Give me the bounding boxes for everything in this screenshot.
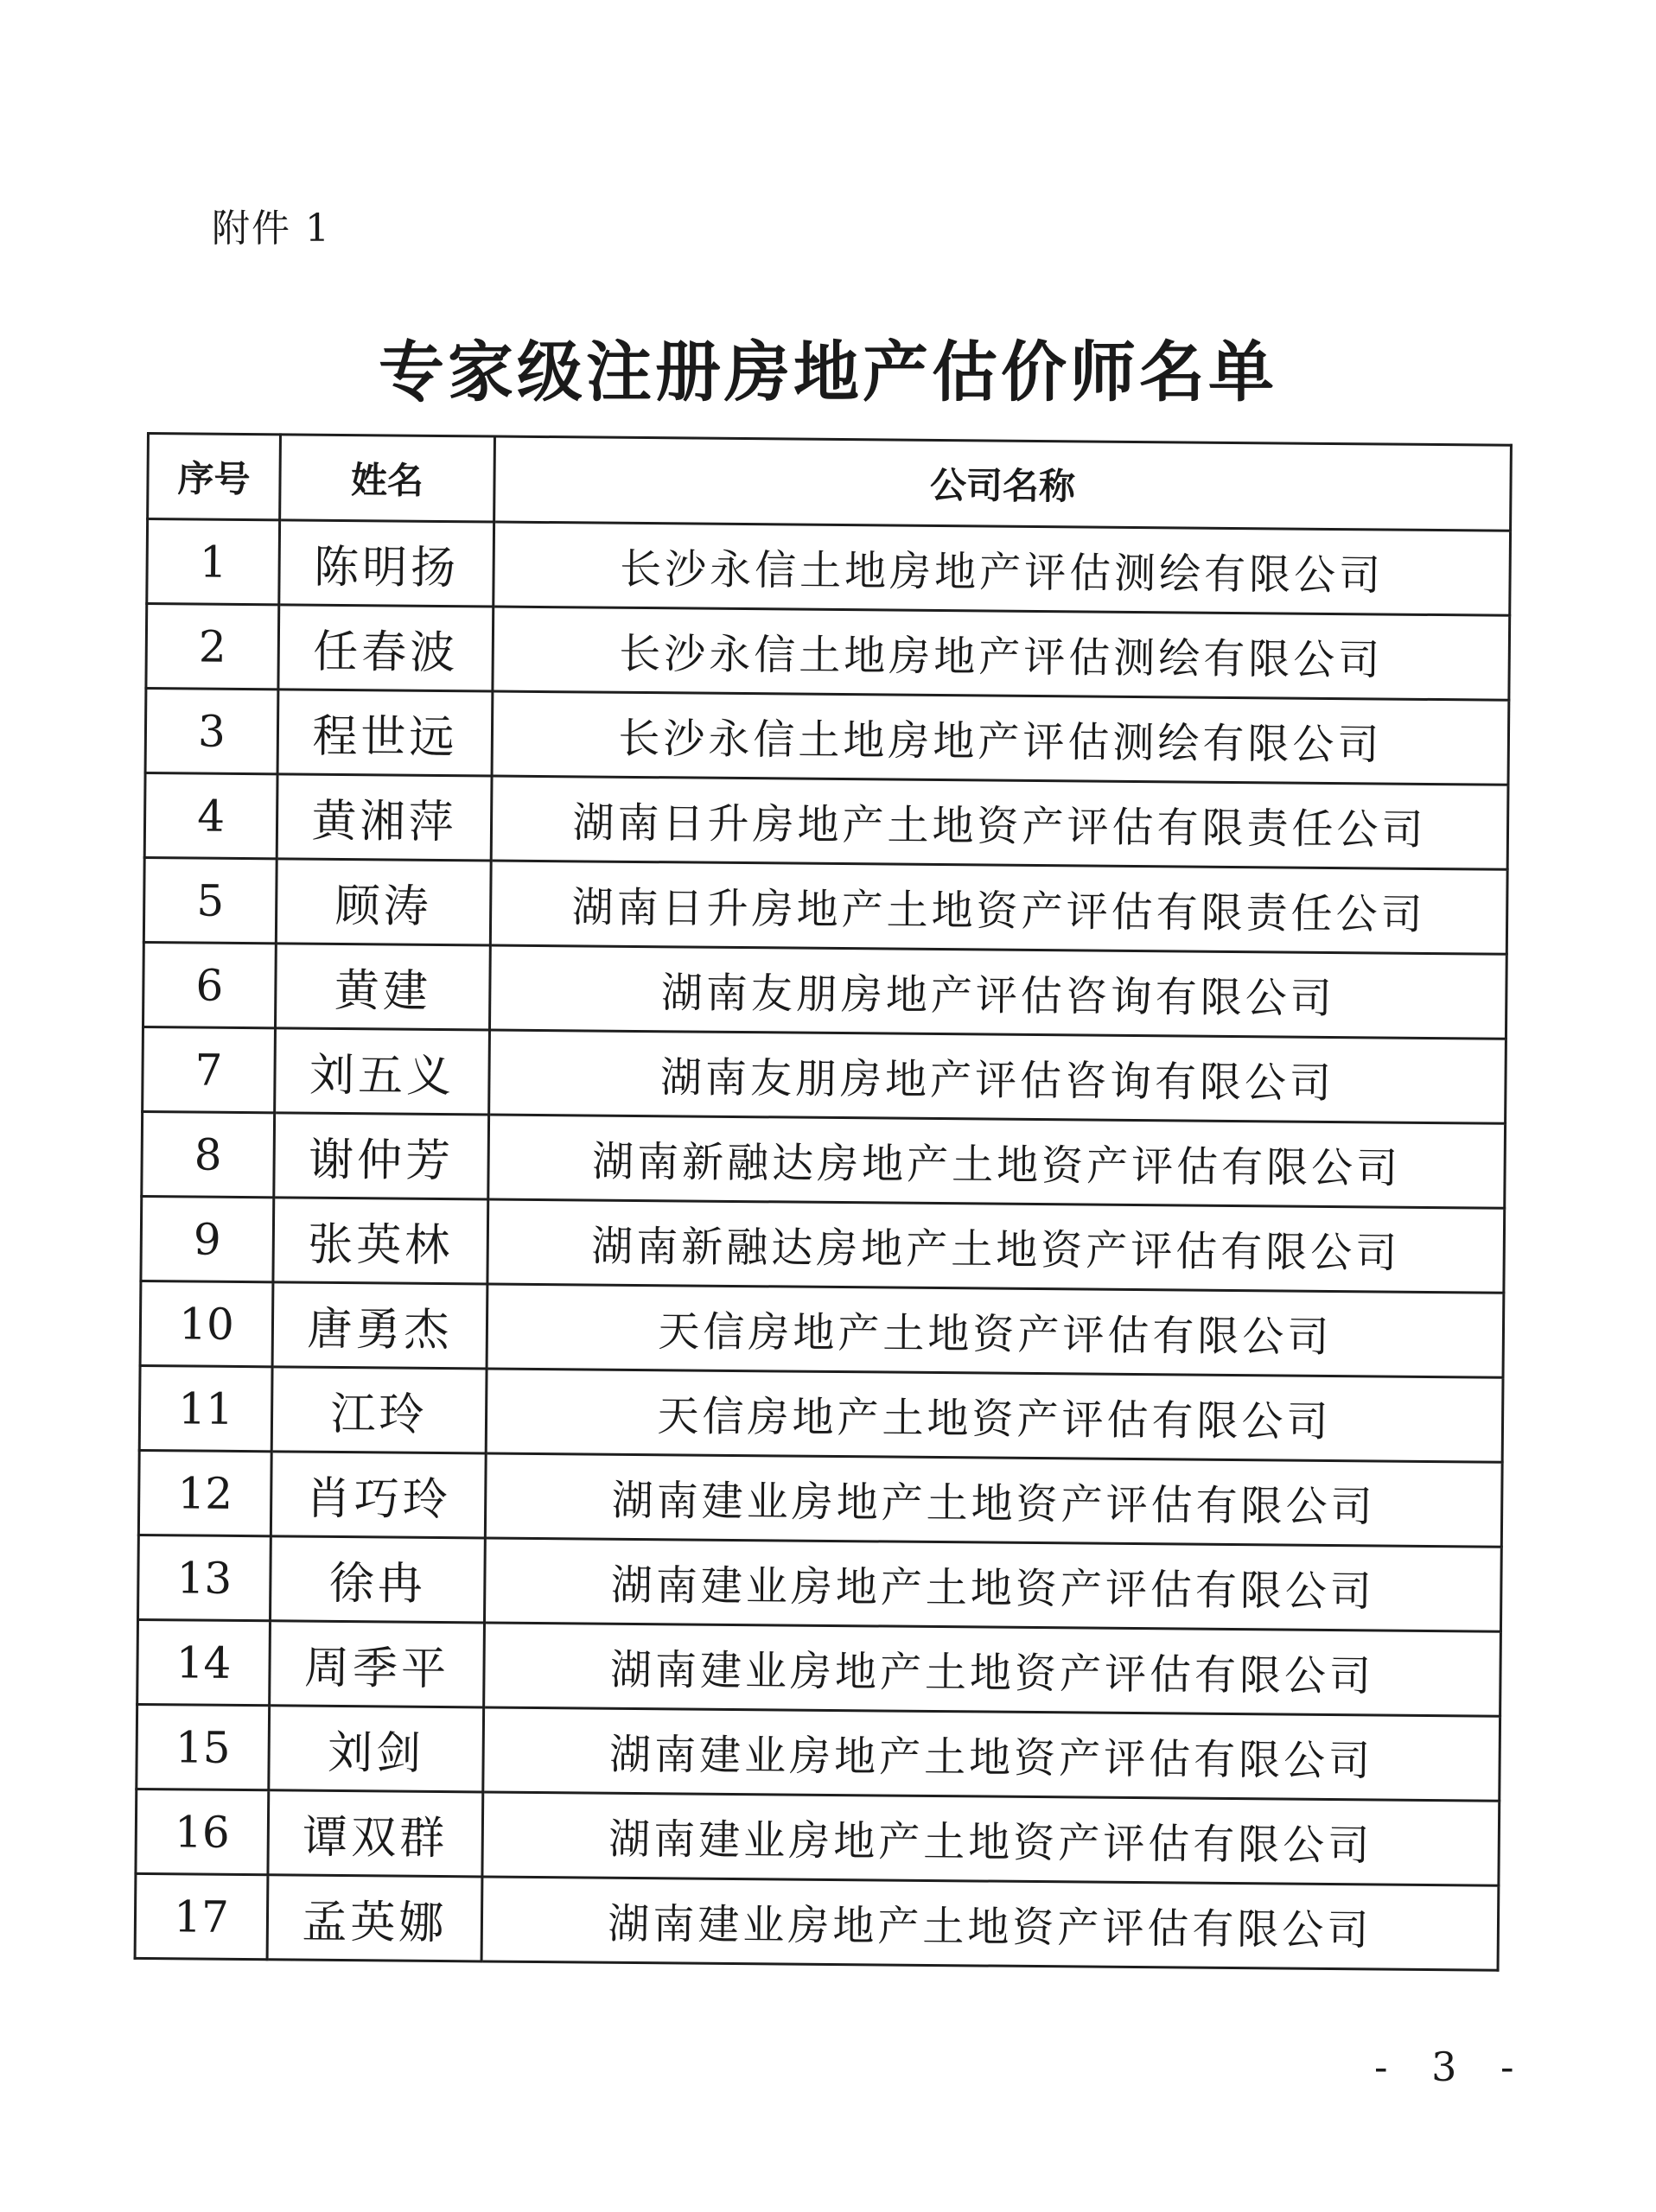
row-name-cell: 张英林	[273, 1198, 488, 1284]
row-name-cell: 谢仲芳	[274, 1113, 489, 1199]
row-name-cell: 唐勇杰	[272, 1282, 487, 1369]
row-seq-cell: 1	[147, 519, 280, 605]
row-company-cell: 天信房地产土地资产评估有限公司	[487, 1284, 1504, 1377]
row-name-cell: 肖巧玲	[271, 1452, 486, 1538]
header-seq: 序号	[148, 434, 281, 520]
row-seq-cell: 4	[144, 772, 277, 858]
row-seq-cell: 12	[138, 1450, 271, 1535]
table-row	[143, 942, 1506, 1039]
row-company-cell: 湖南建业房地产土地资产评估有限公司	[483, 1707, 1500, 1801]
table-row	[143, 1027, 1506, 1123]
row-company-cell: 湖南建业房地产土地资产评估有限公司	[482, 1792, 1500, 1885]
table-row	[137, 1704, 1500, 1801]
table-row	[137, 1619, 1501, 1716]
table-row	[138, 1535, 1502, 1631]
row-name-cell: 陈明扬	[279, 520, 494, 607]
row-company-cell: 湖南日升房地产土地资产评估有限责任公司	[491, 776, 1508, 869]
table-row	[143, 857, 1507, 954]
row-seq-cell: 11	[139, 1365, 272, 1451]
table-header-row	[148, 434, 1512, 531]
row-name-cell: 程世远	[277, 690, 493, 776]
table-body	[135, 519, 1510, 1971]
row-company-cell: 湖南建业房地产土地资产评估有限公司	[484, 1538, 1501, 1631]
row-seq-cell: 7	[143, 1027, 276, 1112]
row-company-cell: 湖南新融达房地产土地资产评估有限公司	[487, 1199, 1505, 1293]
row-name-cell: 黄建	[275, 944, 490, 1030]
document-title: 专家级注册房地产估价师名单	[379, 334, 1277, 410]
row-seq-cell: 14	[137, 1619, 271, 1705]
table-row	[146, 604, 1510, 701]
row-name-cell: 顾涛	[276, 859, 491, 945]
table-row	[138, 1450, 1502, 1547]
row-name-cell: 江玲	[271, 1367, 487, 1453]
page-number: - 3 -	[1374, 2044, 1530, 2090]
row-seq-cell: 16	[136, 1789, 269, 1874]
table-row	[140, 1281, 1504, 1377]
row-company-cell: 湖南建业房地产土地资产评估有限公司	[485, 1453, 1502, 1547]
row-seq-cell: 13	[138, 1535, 271, 1620]
row-seq-cell: 10	[140, 1281, 273, 1366]
row-seq-cell: 3	[145, 689, 278, 774]
table-row	[144, 772, 1508, 869]
row-name-cell: 黄湘萍	[277, 774, 492, 861]
table-row	[142, 1111, 1506, 1208]
row-company-cell: 湖南新融达房地产土地资产评估有限公司	[488, 1115, 1506, 1208]
table-row	[141, 1196, 1505, 1293]
appraiser-roster-table	[134, 432, 1513, 1972]
row-name-cell: 谭双群	[268, 1790, 483, 1877]
row-seq-cell: 9	[141, 1196, 274, 1281]
table-row	[136, 1789, 1500, 1885]
row-company-cell: 长沙永信土地房地产评估测绘有限公司	[493, 607, 1510, 700]
row-company-cell: 湖南建业房地产土地资产评估有限公司	[484, 1623, 1501, 1716]
row-seq-cell: 6	[143, 942, 276, 1027]
table-row	[147, 519, 1511, 616]
table-row	[139, 1365, 1503, 1462]
row-name-cell: 刘剑	[269, 1706, 484, 1792]
row-company-cell: 湖南友朋房地产评估咨询有限公司	[489, 945, 1506, 1039]
table-row	[135, 1873, 1499, 1970]
row-company-cell: 湖南建业房地产土地资产评估有限公司	[481, 1877, 1499, 1970]
row-name-cell: 孟英娜	[267, 1875, 482, 1961]
row-seq-cell: 8	[142, 1111, 275, 1197]
row-name-cell: 刘五义	[275, 1028, 490, 1115]
row-seq-cell: 17	[135, 1873, 268, 1959]
row-seq-cell: 2	[146, 604, 279, 690]
row-company-cell: 天信房地产土地资产评估有限公司	[486, 1369, 1503, 1462]
row-company-cell: 长沙永信土地房地产评估测绘有限公司	[492, 691, 1509, 785]
row-seq-cell: 5	[143, 857, 277, 943]
header-company: 公司名称	[494, 436, 1512, 531]
row-name-cell: 任春波	[278, 605, 494, 691]
row-company-cell: 湖南友朋房地产评估咨询有限公司	[489, 1030, 1506, 1123]
row-company-cell: 湖南日升房地产土地资产评估有限责任公司	[490, 861, 1507, 954]
table-row	[145, 689, 1509, 785]
row-name-cell: 徐冉	[270, 1536, 485, 1623]
attachment-label: 附件 1	[212, 207, 331, 251]
row-name-cell: 周季平	[270, 1621, 485, 1707]
row-company-cell: 长沙永信土地房地产评估测绘有限公司	[494, 522, 1511, 615]
row-seq-cell: 15	[137, 1704, 270, 1789]
header-name: 姓名	[280, 435, 495, 522]
